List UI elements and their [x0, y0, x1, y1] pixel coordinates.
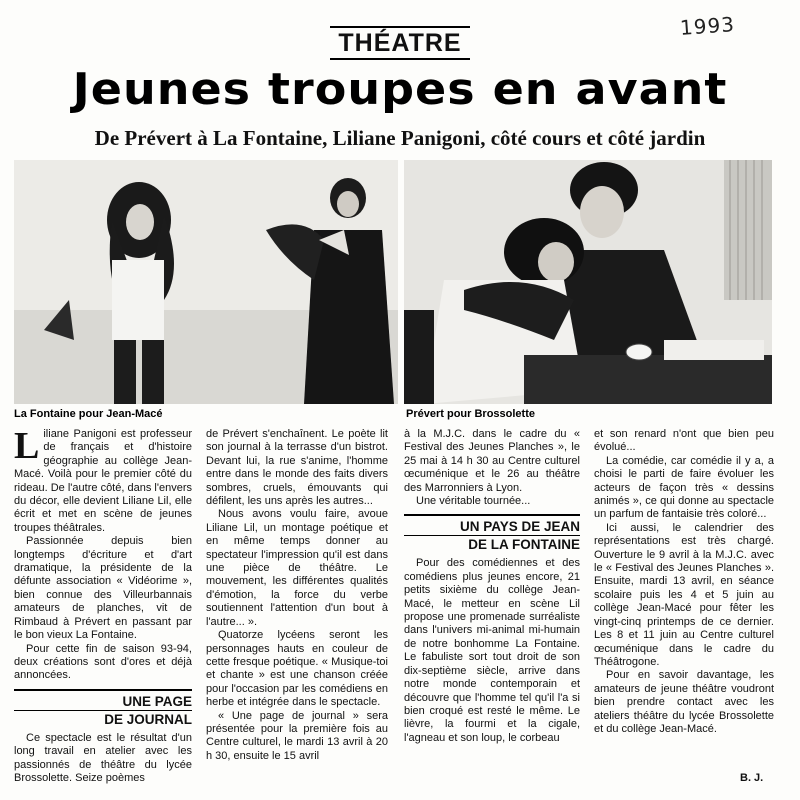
subtitle-une-page — [14, 689, 192, 728]
col1-paragraph-4: Ce spectacle est le résultat d'un long travail en atelier avec les passionnés de théâtre du lycée Brossolette. Seize poèmes — [14, 731, 192, 784]
subtitle-une-page-line2: DE JOURNAL — [14, 710, 192, 728]
column-1 — [14, 425, 192, 785]
subtitle-pays-jean — [404, 514, 580, 553]
column-3 — [404, 428, 580, 745]
drop-cap: L — [14, 425, 40, 467]
col2-paragraph-2: Nous avons voulu faire, avoue Liliane Lil, un montage poétique et en même temps donner au spectateur l'impression qu'il est dans une pièce de théâtre. Le mouvement, les différentes qualités d'émotion, la force du verbe soutiennent l'attention d'un bout à l'autre... ». — [206, 508, 388, 628]
photo-prevert-image — [404, 160, 772, 404]
section-label-wrap — [0, 26, 800, 60]
photo-la-fontaine-image — [14, 160, 398, 404]
col1-paragraph-1: iliane Panigoni est professeur de français et d'histoire géographie au collège Jean-Macé. Voilà pour le premier côté du rideau. De l'autre côté, dans l'envers du décor, elle devient Liliane Lil, elle écrit et met en scène de jeunes troupes théâtrales. — [14, 428, 192, 534]
subtitle-une-page-line1: UNE PAGE — [122, 693, 192, 709]
col3-paragraph-1: à la M.J.C. dans le cadre du « Festival des Jeunes Planches », le 25 mai à 14 h 30 au Centre culturel œcuménique et le 26 au théâtre des Marronniers à Lyon. — [404, 428, 580, 494]
headline: Jeunes troupes en avant — [72, 63, 728, 115]
photo-la-fontaine — [14, 160, 398, 404]
author-signature: B. J. — [740, 772, 764, 784]
section-label: THÉATRE — [330, 26, 469, 60]
col4-paragraph-4: Pour en savoir davantage, les amateurs de jeune théâtre voudront bien prendre contact avec les ateliers théâtre du lycée Brossolette et du collège Jean-Macé. — [594, 669, 774, 735]
col1-paragraph-3: Pour cette fin de saison 93-94, deux créations sont d'ores et déjà annoncées. — [14, 642, 192, 682]
col2-paragraph-4: « Une page de journal » sera présentée pour la première fois au Centre culturel, le mardi 13 avril à 20 h 30, ensuite le 15 avril — [206, 709, 388, 762]
subtitle-pays-jean-line1: UN PAYS DE JEAN — [459, 519, 580, 535]
column-2 — [206, 428, 388, 763]
column-4 — [594, 428, 774, 736]
caption-right: Prévert pour Brossolette — [406, 408, 535, 420]
col3-paragraph-3: Pour des comédiennes et des comédiens plus jeunes encore, 21 petits sixième du collège Jean-Macé, le metteur en scène Lil propose une promenade surréaliste dans l'univers mi-animal mi-humain de notre bonhomme La Fontaine. Le fabuliste sort tout droit de son dix-septième siècle, arrive dans notre monde contemporain et découvre que l'homme tel qu'il l'a si bien croqué est resté le même. Le lièvre, la fourmi et la cigale, l'agneau et son loup, le corbeau — [404, 557, 580, 744]
handwritten-year: 1993 — [679, 12, 736, 40]
subtitle-pays-jean-line2: DE LA FONTAINE — [404, 535, 580, 553]
col2-paragraph-3: Quatorze lycéens seront les personnages hauts en couleur de cette fresque poétique. « Musique-toi et chante » est une chanson créée pour l'occasion par les comédiens en herbe et intégrée dans le spectacle. — [206, 629, 388, 709]
col3-paragraph-2: Une véritable tournée... — [416, 495, 531, 508]
photo-prevert — [404, 160, 772, 404]
col1-paragraph-2: Passionnée depuis bien longtemps d'écriture et d'art dramatique, la présidente de la défunte association « Vidéorime », bien connue des Villeurbannais amateurs de planches, vit de Rimbaud à Prévert en passant par le bon vieux La Fontaine. — [14, 535, 192, 642]
subheadline: De Prévert à La Fontaine, Liliane Panigoni, côté cours et côté jardin — [94, 126, 706, 150]
col4-paragraph-2: La comédie, car comédie il y a, a choisi le parti de faire évoluer les acteurs de façon très « dessins animés », ce qui donne au spectacle un parfum de fantaisie très coloré... — [594, 454, 774, 521]
caption-left: La Fontaine pour Jean-Macé — [14, 408, 163, 420]
col4-paragraph-1: et son renard n'ont que bien peu évolué... — [594, 428, 774, 454]
col2-paragraph-1: de Prévert s'enchaînent. Le poète lit son journal à la terrasse d'un bistrot. Devant lui, la rue s'anime, l'homme entre dans le monde des faits divers sombres, cruels, émouvants qui défilent, les uns après les autres... — [206, 428, 388, 508]
col4-paragraph-3: Ici aussi, le calendrier des représentations est très chargé. Ouverture le 9 avril à la M.J.C. avec le « Festival des Jeunes Planches ». Ensuite, mardi 13 avril, en séance scolaire puis les 4 et 5 juin au collège Jean-Macé pour fêter les vingt-cinq printemps de ce dernier. Les 8 et 11 juin au Centre culturel œcuménique dans le cadre du Théâtrogone. — [594, 521, 774, 668]
